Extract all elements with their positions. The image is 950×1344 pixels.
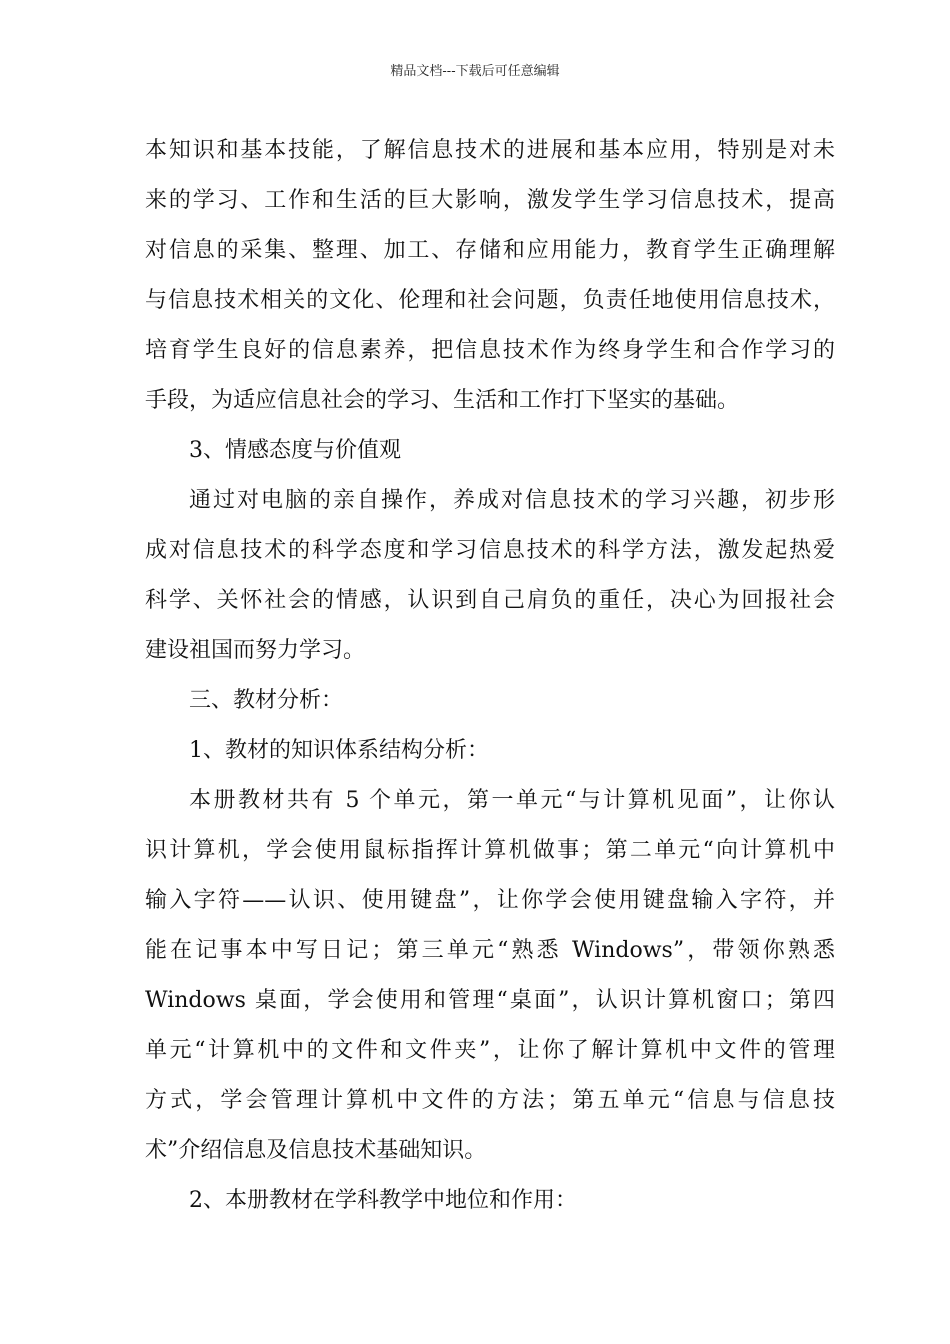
section-heading: 1、教材的知识体系结构分析： [189,738,489,763]
section-heading: 2、本册教材在学科教学中地位和作用： [189,1188,577,1213]
text-line: 建设祖国而努力学习。 [145,638,366,663]
section-heading: 三、教材分析： [189,688,344,713]
text-line: 识计算机，学会使用鼠标指挥计算机做事；第二单元“向计算机中 [145,838,835,863]
text-line: 方式，学会管理计算机中文件的方法；第五单元“信息与信息技 [145,1088,835,1113]
text-line: 单元“计算机中的文件和文件夹”，让你了解计算机中文件的管理 [145,1038,835,1063]
text-line: 本知识和基本技能，了解信息技术的进展和基本应用，特别是对未 [145,138,835,163]
text-line: 本册教材共有 5 个单元，第一单元“与计算机见面”，让你认 [189,788,835,813]
text-line: 能在记事本中写日记；第三单元“熟悉 Windows”，带领你熟悉 [145,938,835,963]
text-line: 培育学生良好的信息素养，把信息技术作为终身学生和合作学习的 [145,338,835,363]
text-line: Windows 桌面，学会使用和管理“桌面”，认识计算机窗口；第四 [145,988,835,1013]
page-header: 精品文档---下载后可任意编辑 [390,64,560,79]
text-line: 成对信息技术的科学态度和学习信息技术的科学方法，激发起热爱 [145,538,835,563]
text-line: 科学、关怀社会的情感，认识到自己肩负的重任，决心为回报社会 [145,588,835,613]
text-line: 术”介绍信息及信息技术基础知识。 [145,1138,487,1163]
text-line: 与信息技术相关的文化、伦理和社会问题，负责任地使用信息技术， [145,288,835,313]
text-line: 对信息的采集、整理、加工、存储和应用能力，教育学生正确理解 [145,238,835,263]
section-heading: 3、情感态度与价值观 [189,438,401,463]
text-line: 输入字符——认识、使用键盘”，让你学会使用键盘输入字符，并 [145,888,835,913]
text-line: 手段，为适应信息社会的学习、生活和工作打下坚实的基础。 [145,388,740,413]
text-line: 通过对电脑的亲自操作，养成对信息技术的学习兴趣，初步形 [189,488,835,513]
document-body [145,126,835,1226]
text-line: 来的学习、工作和生活的巨大影响，激发学生学习信息技术，提高 [145,188,835,213]
